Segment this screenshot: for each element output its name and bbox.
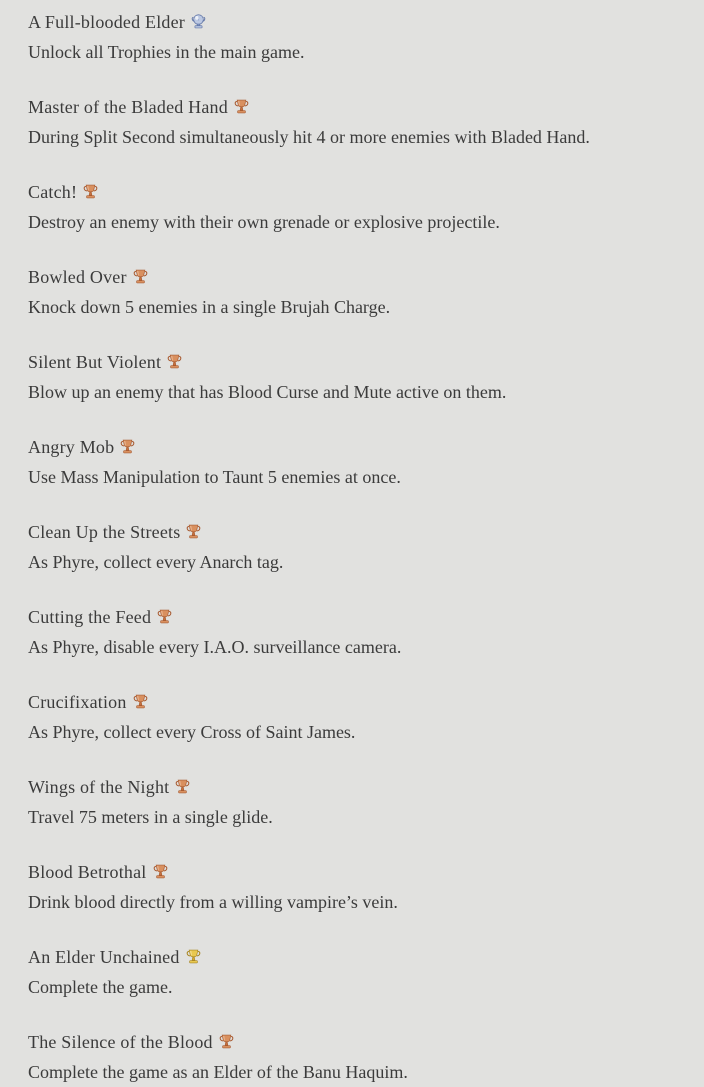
bronze-trophy-icon bbox=[185, 523, 202, 540]
trophy-name: An Elder Unchained bbox=[28, 947, 180, 967]
trophy-title-line bbox=[28, 7, 694, 37]
trophy-description: Use Mass Manipulation to Taunt 5 enemies at once. bbox=[28, 467, 401, 487]
trophy-name: Blood Betrothal bbox=[28, 862, 147, 882]
trophy-description: Destroy an enemy with their own grenade or explosive projectile. bbox=[28, 212, 500, 232]
trophy-title-line bbox=[28, 92, 694, 122]
trophy-description: Complete the game as an Elder of the Banu Haquim. bbox=[28, 1062, 408, 1082]
trophy-entry bbox=[28, 687, 694, 747]
trophy-description: Travel 75 meters in a single glide. bbox=[28, 807, 273, 827]
trophy-entry bbox=[28, 517, 694, 577]
bronze-trophy-icon bbox=[132, 268, 149, 285]
trophy-description: Knock down 5 enemies in a single Brujah Charge. bbox=[28, 297, 391, 317]
trophy-entry bbox=[28, 7, 694, 67]
trophy-name: Angry Mob bbox=[28, 437, 115, 457]
trophy-entry bbox=[28, 432, 694, 492]
trophy-description: As Phyre, collect every Cross of Saint James. bbox=[28, 722, 356, 742]
trophy-description: As Phyre, collect every Anarch tag. bbox=[28, 552, 284, 572]
trophy-entry bbox=[28, 602, 694, 662]
bronze-trophy-icon bbox=[152, 863, 169, 880]
trophy-title-line bbox=[28, 517, 694, 547]
trophy-description: Unlock all Trophies in the main game. bbox=[28, 42, 305, 62]
trophy-title-line bbox=[28, 1027, 694, 1057]
trophy-name: The Silence of the Blood bbox=[28, 1032, 213, 1052]
bronze-trophy-icon bbox=[166, 353, 183, 370]
trophy-name: Silent But Violent bbox=[28, 352, 162, 372]
bronze-trophy-icon bbox=[156, 608, 173, 625]
trophy-title-line bbox=[28, 347, 694, 377]
trophy-name: A Full-blooded Elder bbox=[28, 12, 185, 32]
trophy-title-line bbox=[28, 432, 694, 462]
bronze-trophy-icon bbox=[174, 778, 191, 795]
trophy-entry bbox=[28, 772, 694, 832]
trophy-entry bbox=[28, 262, 694, 322]
trophy-name: Wings of the Night bbox=[28, 777, 170, 797]
trophy-description: Blow up an enemy that has Blood Curse and Mute active on them. bbox=[28, 382, 507, 402]
bronze-trophy-icon bbox=[132, 693, 149, 710]
trophy-name: Crucifixation bbox=[28, 692, 127, 712]
trophy-entry bbox=[28, 92, 694, 152]
bronze-trophy-icon bbox=[119, 438, 136, 455]
trophy-description: During Split Second simultaneously hit 4 or more enemies with Bladed Hand. bbox=[28, 127, 590, 147]
trophy-description: Drink blood directly from a willing vampire’s vein. bbox=[28, 892, 398, 912]
trophy-title-line bbox=[28, 177, 694, 207]
trophy-entry bbox=[28, 1027, 694, 1087]
trophy-name: Master of the Bladed Hand bbox=[28, 97, 228, 117]
trophy-entry bbox=[28, 857, 694, 917]
bronze-trophy-icon bbox=[233, 98, 250, 115]
trophy-entry bbox=[28, 942, 694, 1002]
bronze-trophy-icon bbox=[82, 183, 99, 200]
bronze-trophy-icon bbox=[218, 1033, 235, 1050]
trophy-name: Bowled Over bbox=[28, 267, 127, 287]
trophy-name: Clean Up the Streets bbox=[28, 522, 181, 542]
trophy-title-line bbox=[28, 942, 694, 972]
trophy-name: Catch! bbox=[28, 182, 78, 202]
trophy-title-line bbox=[28, 687, 694, 717]
trophy-description: Complete the game. bbox=[28, 977, 173, 997]
trophy-title-line bbox=[28, 602, 694, 632]
trophy-title-line bbox=[28, 262, 694, 292]
trophy-description: As Phyre, disable every I.A.O. surveillance camera. bbox=[28, 637, 402, 657]
platinum-trophy-icon bbox=[190, 13, 207, 30]
trophy-title-line bbox=[28, 857, 694, 887]
gold-trophy-icon bbox=[185, 948, 202, 965]
trophy-name: Cutting the Feed bbox=[28, 607, 152, 627]
trophy-entry bbox=[28, 347, 694, 407]
trophy-entry bbox=[28, 177, 694, 237]
trophy-title-line bbox=[28, 772, 694, 802]
